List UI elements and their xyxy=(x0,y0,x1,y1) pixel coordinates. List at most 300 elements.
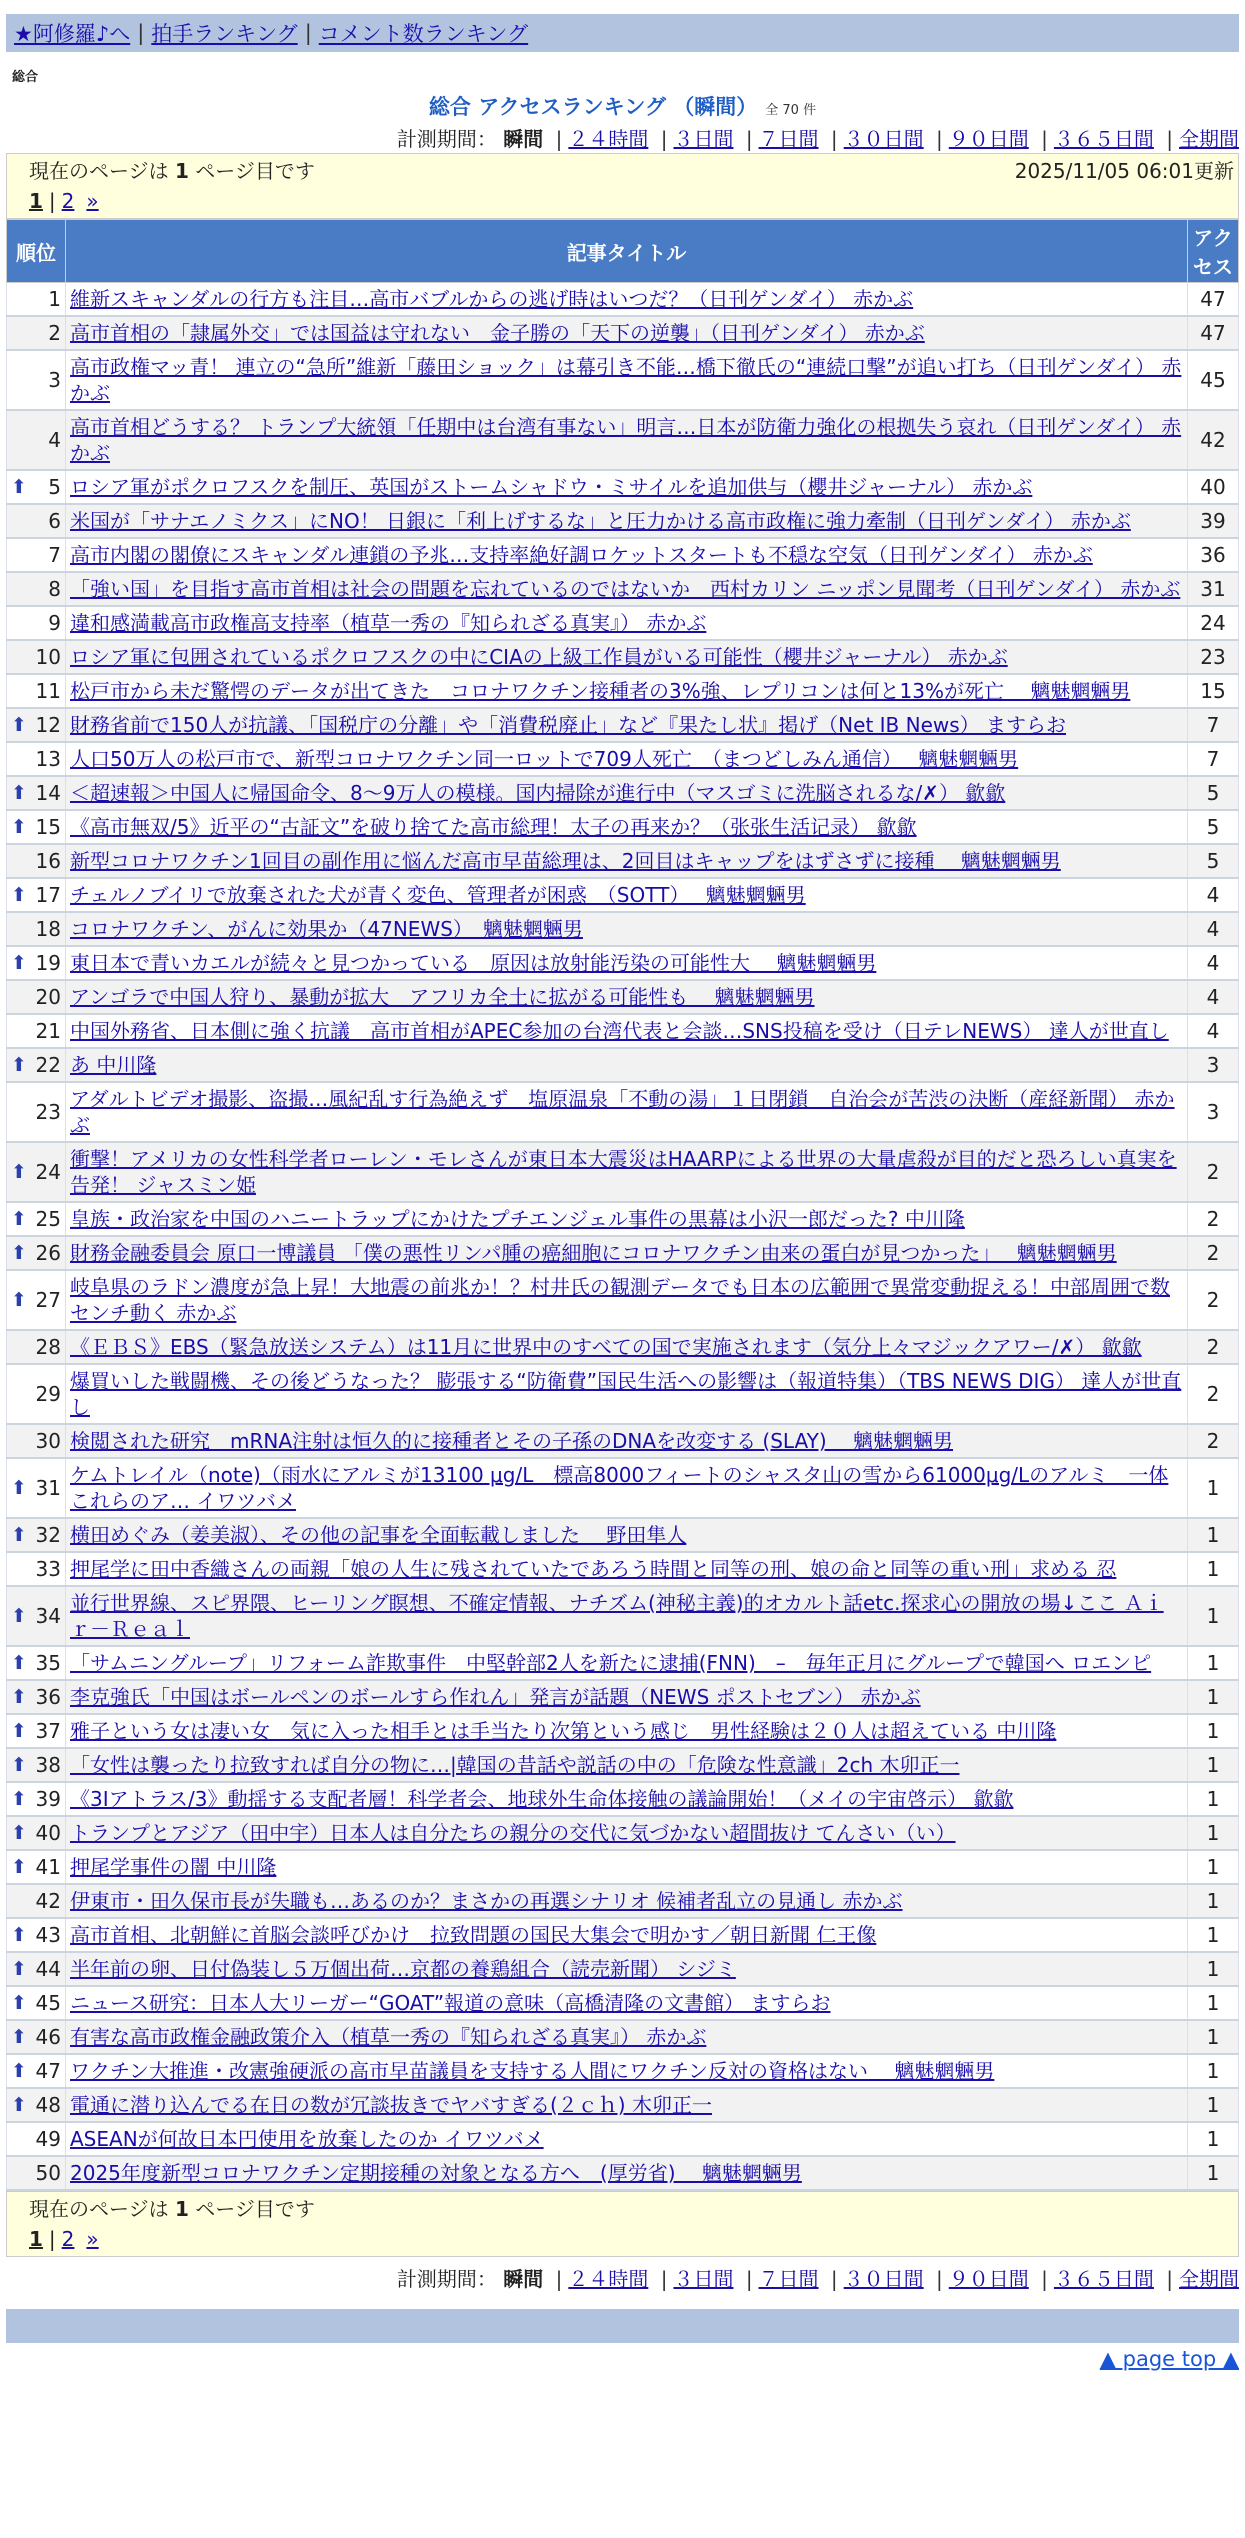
rank-number: 8 xyxy=(48,577,61,601)
up-arrow-icon: ⬆ xyxy=(11,1788,27,1810)
article-title-link[interactable]: トランプとアジア（田中宇）日本人は自分たちの親分の交代に気づかない超間抜け てんさい（い） xyxy=(70,1821,956,1845)
title-cell xyxy=(66,504,1188,538)
rank-cell xyxy=(7,504,66,538)
period-link-365d[interactable]: ３６５日間 xyxy=(1053,2267,1154,2291)
table-row xyxy=(7,2122,1239,2156)
rank-number: 18 xyxy=(35,917,61,941)
title-cell xyxy=(66,810,1188,844)
rank-cell xyxy=(7,1330,66,1364)
nav-link-comment-ranking[interactable]: コメント数ランキング xyxy=(318,22,529,46)
access-count: 1 xyxy=(1188,1518,1239,1552)
current-page-text: 現在のページは 1 ページ目です xyxy=(29,2197,315,2221)
title-cell xyxy=(66,410,1188,470)
rank-cell xyxy=(7,640,66,674)
period-link-30d[interactable]: ３０日間 xyxy=(843,127,924,151)
access-count: 1 xyxy=(1188,1952,1239,1986)
table-row xyxy=(7,980,1239,1014)
up-arrow-icon: ⬆ xyxy=(11,476,27,498)
period-link-3d[interactable]: ３日間 xyxy=(673,2267,734,2291)
title-cell xyxy=(66,1424,1188,1458)
article-title-link[interactable]: 李克強氏「中国はボールペンのボールすら作れん」発言が話題（NEWS ポストセブン） 赤かぶ xyxy=(70,1685,921,1709)
rank-number: 30 xyxy=(35,1429,61,1453)
period-label: 計測期間： xyxy=(396,2267,497,2291)
period-link-365d[interactable]: ３６５日間 xyxy=(1053,127,1154,151)
access-count: 4 xyxy=(1188,878,1239,912)
rank-cell xyxy=(7,1646,66,1680)
rank-number: 37 xyxy=(35,1719,61,1743)
rank-cell xyxy=(7,316,66,350)
table-row xyxy=(7,1850,1239,1884)
period-link-7d[interactable]: ７日間 xyxy=(758,127,819,151)
table-row xyxy=(7,316,1239,350)
title-cell xyxy=(66,674,1188,708)
title-cell xyxy=(66,844,1188,878)
article-title-link[interactable]: 有害な高市政権金融政策介入（植草一秀の『知られざる真実』） 赤かぶ xyxy=(70,2025,707,2049)
table-row xyxy=(7,1918,1239,1952)
access-count: 45 xyxy=(1188,350,1239,410)
header-access: アクセス xyxy=(1188,220,1239,283)
article-title-link[interactable]: 財務金融委員会 原口一博議員 「僕の悪性リンパ腫の癌細胞にコロナワクチン由来の蛋白が見つかった」 魑魅魍魎男 xyxy=(70,1241,1117,1265)
table-row xyxy=(7,2088,1239,2122)
up-arrow-icon: ⬆ xyxy=(11,816,27,838)
table-row xyxy=(7,640,1239,674)
title-cell xyxy=(66,2122,1188,2156)
article-title-link[interactable]: 松戸市から未だ驚愕のデータが出てきた コロナワクチン接種者の3%強、レプリコンは何と13%が死亡 魑魅魍魎男 xyxy=(70,679,1131,703)
access-count: 1 xyxy=(1188,1884,1239,1918)
rank-cell xyxy=(7,1082,66,1142)
rank-cell xyxy=(7,1918,66,1952)
rank-number: 42 xyxy=(35,1889,61,1913)
rank-cell xyxy=(7,980,66,1014)
period-link-7d[interactable]: ７日間 xyxy=(758,2267,819,2291)
rank-cell xyxy=(7,708,66,742)
table-row xyxy=(7,572,1239,606)
up-arrow-icon: ⬆ xyxy=(11,714,27,736)
table-row xyxy=(7,1236,1239,1270)
access-count: 7 xyxy=(1188,742,1239,776)
article-title-link[interactable]: 押尾学事件の闇 中川隆 xyxy=(70,1855,277,1879)
article-title-link[interactable]: アダルトビデオ撮影、盗撮…風紀乱す行為絶えず 塩原温泉「不動の湯」１日閉鎖 自治会が苦渋の決断（産経新聞） 赤かぶ xyxy=(70,1087,1175,1137)
access-count: 23 xyxy=(1188,640,1239,674)
article-title-link[interactable]: 違和感満載高市政権高支持率（植草一秀の『知られざる真実』） 赤かぶ xyxy=(70,611,707,635)
access-count: 47 xyxy=(1188,316,1239,350)
footer-bar xyxy=(6,2309,1239,2343)
rank-number: 26 xyxy=(35,1241,61,1265)
article-title-link[interactable]: ＜超速報＞中国人に帰国命令、8～9万人の模様。国内掃除が進行中（マスゴミに洗脳されるな/✗） 歙歙 xyxy=(70,781,1006,805)
period-link-90d[interactable]: ９０日間 xyxy=(948,2267,1029,2291)
page-top-link[interactable]: ▲ page top ▲ xyxy=(1099,2347,1239,2371)
table-row xyxy=(7,1986,1239,2020)
title-cell xyxy=(66,946,1188,980)
access-count: 1 xyxy=(1188,1680,1239,1714)
rank-number: 33 xyxy=(35,1557,61,1581)
nav-link-applause-ranking[interactable]: 拍手ランキング xyxy=(151,22,298,46)
access-count: 39 xyxy=(1188,504,1239,538)
table-row xyxy=(7,1270,1239,1330)
table-row xyxy=(7,283,1239,317)
access-count: 5 xyxy=(1188,776,1239,810)
rank-cell xyxy=(7,2156,66,2190)
table-row xyxy=(7,878,1239,912)
article-title-link[interactable]: 東日本で青いカエルが続々と見つかっている 原因は放射能汚染の可能性大 魑魅魍魎男 xyxy=(70,951,877,975)
table-row xyxy=(7,538,1239,572)
rank-number: 19 xyxy=(35,951,61,975)
rank-number: 49 xyxy=(35,2127,61,2151)
access-count: 5 xyxy=(1188,844,1239,878)
rank-number: 12 xyxy=(35,713,61,737)
rank-number: 32 xyxy=(35,1523,61,1547)
title-cell xyxy=(66,1270,1188,1330)
rank-number: 41 xyxy=(35,1855,61,1879)
rank-number: 10 xyxy=(35,645,61,669)
title-cell xyxy=(66,470,1188,504)
article-title-link[interactable]: 検閲された研究 mRNA注射は恒久的に接種者とその子孫のDNAを改変する (SLAY) 魑魅魍魎男 xyxy=(70,1429,954,1453)
access-count: 3 xyxy=(1188,1048,1239,1082)
access-count: 5 xyxy=(1188,810,1239,844)
article-title-link[interactable]: 岐阜県のラドン濃度が急上昇！大地震の前兆か！？村井氏の観測データでも日本の広範囲で異常変動捉える！中部周囲で数センチ動く 赤かぶ xyxy=(70,1275,1170,1325)
article-title-link[interactable]: 衝撃！アメリカの女性科学者ローレン・モレさんが東日本大震災はHAARPによる世界の大量虐殺が目的だと恐ろしい真実を告発！ ジャスミン姫 xyxy=(70,1147,1177,1197)
rank-cell xyxy=(7,2122,66,2156)
table-row xyxy=(7,606,1239,640)
access-count: 1 xyxy=(1188,2020,1239,2054)
access-count: 2 xyxy=(1188,1202,1239,1236)
rank-number: 7 xyxy=(48,543,61,567)
table-row xyxy=(7,1014,1239,1048)
period-current: 瞬間 xyxy=(503,127,544,151)
table-row xyxy=(7,1782,1239,1816)
table-row xyxy=(7,1680,1239,1714)
article-title-link[interactable]: あ 中川隆 xyxy=(70,1053,157,1077)
rank-cell xyxy=(7,2020,66,2054)
rank-number: 14 xyxy=(35,781,61,805)
up-arrow-icon: ⬆ xyxy=(11,2060,27,2082)
access-count: 1 xyxy=(1188,1552,1239,1586)
rank-cell xyxy=(7,776,66,810)
up-arrow-icon: ⬆ xyxy=(11,1605,27,1627)
title-cell xyxy=(66,2156,1188,2190)
access-count: 2 xyxy=(1188,1424,1239,1458)
article-title-link[interactable]: 中国外務省、日本側に強く抗議 高市首相がAPEC参加の台湾代表と会談…SNS投稿を受け（日テレNEWS） 達人が世直し xyxy=(70,1019,1169,1043)
table-row xyxy=(7,810,1239,844)
title-cell xyxy=(66,572,1188,606)
article-title-link[interactable]: 爆買いした戦闘機、その後どうなった？ 膨張する“防衛費”国民生活への影響は（報道特集）（TBS NEWS DIG） 達人が世直し xyxy=(70,1369,1182,1419)
table-row xyxy=(7,504,1239,538)
access-count: 1 xyxy=(1188,2054,1239,2088)
article-title-link[interactable]: 皇族・政治家を中国のハニートラップにかけたプチエンジェル事件の黒幕は小沢一郎だった? 中川隆 xyxy=(70,1207,965,1231)
pager-next[interactable]: » xyxy=(86,2227,99,2251)
rank-number: 27 xyxy=(35,1288,61,1312)
title-cell xyxy=(66,1552,1188,1586)
rank-number: 6 xyxy=(48,509,61,533)
ranking-title: 総合 アクセスランキング （瞬間） xyxy=(428,95,758,119)
rank-number: 24 xyxy=(35,1160,61,1184)
rank-cell xyxy=(7,1748,66,1782)
rank-cell xyxy=(7,2054,66,2088)
up-arrow-icon: ⬆ xyxy=(11,952,27,974)
top-navigation xyxy=(6,14,1239,52)
category-label: 総合 xyxy=(12,70,39,85)
title-cell xyxy=(66,1816,1188,1850)
article-title-link[interactable]: 横田めぐみ（姜美淑）、その他の記事を全面転載しました 野田隼人 xyxy=(70,1523,687,1547)
rank-number: 22 xyxy=(35,1053,61,1077)
rank-cell xyxy=(7,810,66,844)
article-title-link[interactable]: 伊東市・田久保市長が失職も…あるのか？まさかの再選シナリオ 候補者乱立の見通し 赤かぶ xyxy=(70,1889,903,1913)
article-title-link[interactable]: 押尾学に田中香織さんの両親「娘の人生に残されていたであろう時間と同等の刑、娘の命と同等の重い刑」求める 忍 xyxy=(70,1557,1117,1581)
table-row xyxy=(7,1142,1239,1202)
article-title-link[interactable]: 2025年度新型コロナワクチン定期接種の対象となる方へ (厚労省) 魑魅魍魎男 xyxy=(70,2161,802,2185)
access-count: 36 xyxy=(1188,538,1239,572)
table-row xyxy=(7,674,1239,708)
period-link-30d[interactable]: ３０日間 xyxy=(843,2267,924,2291)
page-info-top xyxy=(6,153,1239,219)
up-arrow-icon: ⬆ xyxy=(11,1686,27,1708)
table-row xyxy=(7,1518,1239,1552)
table-row xyxy=(7,410,1239,470)
page-info-bottom xyxy=(6,2191,1239,2257)
title-cell xyxy=(66,1918,1188,1952)
article-title-link[interactable]: ワクチン大推進・改憲強硬派の高市早苗議員を支持する人間にワクチン反対の資格はない 魑魅魍魎男 xyxy=(70,2059,995,2083)
rank-number: 16 xyxy=(35,849,61,873)
rank-cell xyxy=(7,283,66,317)
table-row xyxy=(7,1082,1239,1142)
rank-number: 31 xyxy=(35,1476,61,1500)
rank-number: 39 xyxy=(35,1787,61,1811)
title-cell xyxy=(66,1952,1188,1986)
title-cell xyxy=(66,350,1188,410)
title-cell xyxy=(66,912,1188,946)
article-title-link[interactable]: ケムトレイル（note)（雨水にアルミが13100 μg/L 標高8000フィートのシャスタ山の雪から61000μg/Lのアルミ 一体これらのア… イワツバメ xyxy=(70,1463,1169,1513)
period-current: 瞬間 xyxy=(503,2267,544,2291)
article-title-link[interactable]: ASEANが何故日本円使用を放棄したのか イワツバメ xyxy=(70,2127,544,2151)
pager-bottom: 1 | 2 » xyxy=(29,2227,99,2251)
rank-cell xyxy=(7,1014,66,1048)
title-cell xyxy=(66,283,1188,317)
table-row xyxy=(7,1048,1239,1082)
title-cell xyxy=(66,1850,1188,1884)
rank-cell xyxy=(7,1552,66,1586)
access-count: 15 xyxy=(1188,674,1239,708)
title-cell xyxy=(66,1646,1188,1680)
access-count: 7 xyxy=(1188,708,1239,742)
nav-separator: | xyxy=(304,21,312,45)
table-row xyxy=(7,1884,1239,1918)
title-cell xyxy=(66,1330,1188,1364)
rank-number: 43 xyxy=(35,1923,61,1947)
access-count: 1 xyxy=(1188,1918,1239,1952)
rank-cell xyxy=(7,844,66,878)
page-top-area xyxy=(6,2347,1239,2371)
rank-cell xyxy=(7,1458,66,1518)
title-cell xyxy=(66,1518,1188,1552)
rank-cell xyxy=(7,1952,66,1986)
table-row xyxy=(7,1202,1239,1236)
rank-cell xyxy=(7,2088,66,2122)
rank-number: 9 xyxy=(48,611,61,635)
up-arrow-icon: ⬆ xyxy=(11,1289,27,1311)
article-title-link[interactable]: 米国が「サナエノミクス」にNO！ 日銀に「利上げするな」と圧力かける高市政権に強力牽制（日刊ゲンダイ） 赤かぶ xyxy=(70,509,1131,533)
ranking-table xyxy=(6,219,1239,2191)
pager-current: 1 xyxy=(29,2227,43,2251)
article-title-link[interactable]: 高市政権マッ青！ 連立の“急所”維新「藤田ショック」は幕引き不能…橋下徹氏の“連続口撃”が追い打ち（日刊ゲンダイ） 赤かぶ xyxy=(70,355,1182,405)
title-cell xyxy=(66,1714,1188,1748)
rank-cell xyxy=(7,878,66,912)
access-count: 1 xyxy=(1188,1816,1239,1850)
table-row xyxy=(7,2156,1239,2190)
article-title-link[interactable]: コロナワクチン、がんに効果か（47NEWS） 魑魅魍魎男 xyxy=(70,917,583,941)
table-row xyxy=(7,946,1239,980)
rank-number: 48 xyxy=(35,2093,61,2117)
access-count: 2 xyxy=(1188,1142,1239,1202)
period-selector-top: 計測期間： 瞬間 | ２４時間 | ３日間 | ７日間 | ３０日間 | ９０日間 | ３６５日間 | 全期間 xyxy=(396,127,1239,151)
article-title-link[interactable]: 《高市無双/5》近平の“古証文”を破り捨てた高市総理！太子の再来か？（张张生活记录） 歙歙 xyxy=(70,815,917,839)
table-row xyxy=(7,1748,1239,1782)
article-title-link[interactable]: 高市首相どうする？ トランプ大統領「任期中は台湾有事ない」明言…日本が防衛力強化の根拠失う哀れ（日刊ゲンダイ） 赤かぶ xyxy=(70,415,1182,465)
article-title-link[interactable]: ロシア軍がポクロフスクを制圧、英国がストームシャドウ・ミサイルを追加供与（櫻井ジャーナル） 赤かぶ xyxy=(70,475,1033,499)
rank-number: 40 xyxy=(35,1821,61,1845)
period-link-24h[interactable]: ２４時間 xyxy=(568,2267,649,2291)
rank-number: 25 xyxy=(35,1207,61,1231)
rank-cell xyxy=(7,1236,66,1270)
title-cell xyxy=(66,1458,1188,1518)
table-row xyxy=(7,1364,1239,1424)
access-count: 1 xyxy=(1188,2122,1239,2156)
article-title-link[interactable]: 高市内閣の閣僚にスキャンダル連鎖の予兆…支持率絶好調ロケットスタートも不穏な空気（日刊ゲンダイ） 赤かぶ xyxy=(70,543,1093,567)
up-arrow-icon: ⬆ xyxy=(11,782,27,804)
access-count: 2 xyxy=(1188,1270,1239,1330)
rank-cell xyxy=(7,1850,66,1884)
rank-cell xyxy=(7,1202,66,1236)
rank-number: 36 xyxy=(35,1685,61,1709)
title-cell xyxy=(66,1986,1188,2020)
article-title-link[interactable]: 「女性は襲ったり拉致すれば自分の物に…|韓国の昔話や説話の中の「危険な性意識」2ch 木卯正一 xyxy=(70,1753,960,1777)
rank-number: 20 xyxy=(35,985,61,1009)
up-arrow-icon: ⬆ xyxy=(11,1958,27,1980)
rank-number: 13 xyxy=(35,747,61,771)
table-row xyxy=(7,2054,1239,2088)
nav-link-asyura[interactable]: ★阿修羅♪へ xyxy=(14,22,131,46)
rank-number: 29 xyxy=(35,1382,61,1406)
up-arrow-icon: ⬆ xyxy=(11,1652,27,1674)
article-title-link[interactable]: チェルノブイリで放棄された犬が青く変色、管理者が困惑 （SOTT） 魑魅魍魎男 xyxy=(70,883,806,907)
article-title-link[interactable]: 電通に潜り込んでる在日の数が冗談抜きでヤバすぎる(２ｃｈ) 木卯正一 xyxy=(70,2093,712,2117)
article-title-link[interactable]: 並行世界線、スピ界隈、ヒーリング瞑想、不確定情報、ナチズム(神秘主義)的オカルト話etc.探求心の開放の場↓ここ Ａｉｒ－Ｒｅａｌ xyxy=(70,1591,1164,1641)
rank-number: 5 xyxy=(48,475,61,499)
table-row xyxy=(7,912,1239,946)
access-count: 40 xyxy=(1188,470,1239,504)
period-link-90d[interactable]: ９０日間 xyxy=(948,127,1029,151)
access-count: 4 xyxy=(1188,912,1239,946)
up-arrow-icon: ⬆ xyxy=(11,1524,27,1546)
table-row xyxy=(7,1424,1239,1458)
period-link-3d[interactable]: ３日間 xyxy=(673,127,734,151)
title-cell xyxy=(66,316,1188,350)
up-arrow-icon: ⬆ xyxy=(11,884,27,906)
rank-number: 28 xyxy=(35,1335,61,1359)
table-row xyxy=(7,1552,1239,1586)
article-title-link[interactable]: 《ＥＢＳ》EBS（緊急放送システム）は11月に世界中のすべての国で実施されます（気分上々マジックアワー/✗） 歙歙 xyxy=(70,1335,1142,1359)
title-cell xyxy=(66,2020,1188,2054)
rank-cell xyxy=(7,1424,66,1458)
header-rank: 順位 xyxy=(7,220,66,283)
access-count: 1 xyxy=(1188,1850,1239,1884)
title-cell xyxy=(66,1202,1188,1236)
rank-cell xyxy=(7,1518,66,1552)
title-cell xyxy=(66,1680,1188,1714)
up-arrow-icon: ⬆ xyxy=(11,1856,27,1878)
rank-cell xyxy=(7,1986,66,2020)
rank-cell xyxy=(7,606,66,640)
article-title-link[interactable]: ニュース研究：日本人大リーガー“GOAT”報道の意味（高橋清隆の文書館） ますらお xyxy=(70,1991,831,2015)
title-cell xyxy=(66,1782,1188,1816)
pager-next[interactable]: » xyxy=(86,189,99,213)
access-count: 1 xyxy=(1188,1748,1239,1782)
access-count: 1 xyxy=(1188,2088,1239,2122)
period-link-24h[interactable]: ２４時間 xyxy=(568,127,649,151)
title-cell xyxy=(66,1364,1188,1424)
article-title-link[interactable]: 高市首相の「隷属外交」では国益は守れない 金子勝の「天下の逆襲」（日刊ゲンダイ） 赤かぶ xyxy=(70,321,925,345)
article-title-link[interactable]: 雅子という女は凄い女 気に入った相手とは手当たり次第という感じ 男性経験は２０人は超えている 中川隆 xyxy=(70,1719,1057,1743)
access-count: 1 xyxy=(1188,1782,1239,1816)
pager-current: 1 xyxy=(29,189,43,213)
rank-number: 1 xyxy=(48,287,61,311)
table-row xyxy=(7,1586,1239,1646)
title-cell xyxy=(66,1048,1188,1082)
rank-cell xyxy=(7,1884,66,1918)
access-count: 24 xyxy=(1188,606,1239,640)
article-title-link[interactable]: 半年前の卵、日付偽装し５万個出荷…京都の養鶏組合（読売新聞） シジミ xyxy=(70,1957,736,1981)
article-title-link[interactable]: 「強い国」を目指す高市首相は社会の問題を忘れているのではないか 西村カリン ニッポン見聞考（日刊ゲンダイ） 赤かぶ xyxy=(70,577,1181,601)
pager-link-2[interactable]: 2 xyxy=(61,189,75,213)
up-arrow-icon: ⬆ xyxy=(11,1992,27,2014)
rank-cell xyxy=(7,1714,66,1748)
rank-cell xyxy=(7,1816,66,1850)
up-arrow-icon: ⬆ xyxy=(11,1242,27,1264)
rank-cell xyxy=(7,470,66,504)
article-title-link[interactable]: 新型コロナワクチン1回目の副作用に悩んだ高市早苗総理は、2回目はキャップをはずさずに接種 魑魅魍魎男 xyxy=(70,849,1061,873)
rank-cell xyxy=(7,1142,66,1202)
rank-number: 15 xyxy=(35,815,61,839)
period-link-all[interactable]: 全期間 xyxy=(1179,127,1239,151)
rank-cell xyxy=(7,742,66,776)
rank-number: 21 xyxy=(35,1019,61,1043)
article-title-link[interactable]: 人口50万人の松戸市で、新型コロナワクチン同一ロットで709人死亡 （まつどしみん通信） 魑魅魍魎男 xyxy=(70,747,1019,771)
updated-timestamp: 2025/11/05 06:01更新 xyxy=(1014,159,1234,183)
article-title-link[interactable]: ロシア軍に包囲されているポクロフスクの中にCIAの上級工作員がいる可能性（櫻井ジャーナル） 赤かぶ xyxy=(70,645,1008,669)
rank-number: 45 xyxy=(35,1991,61,2015)
article-title-link[interactable]: 「サムニングループ」リフォーム詐欺事件 中堅幹部2人を新たに逮捕(FNN) – 毎年正月にグループで韓国へ ロエンピ xyxy=(70,1651,1152,1675)
table-row xyxy=(7,2020,1239,2054)
article-title-link[interactable]: 財務省前で150人が抗議、「国税庁の分離」や「消費税廃止」など『果たし状』掲げ（Net IB News） ますらお xyxy=(70,713,1067,737)
total-count: 全 70 件 xyxy=(765,103,817,118)
article-title-link[interactable]: 維新スキャンダルの行方も注目…高市バブルからの逃げ時はいつだ？（日刊ゲンダイ） 赤かぶ xyxy=(70,287,914,311)
title-cell xyxy=(66,1014,1188,1048)
article-title-link[interactable]: アンゴラで中国人狩り、暴動が拡大 アフリカ全土に拡がる可能性も 魑魅魍魎男 xyxy=(70,985,815,1009)
article-title-link[interactable]: 《3Iアトラス/3》動揺する支配者層！科学者会、地球外生命体接触の議論開始！（メイの宇宙啓示） 歙歙 xyxy=(70,1787,1014,1811)
title-cell xyxy=(66,742,1188,776)
rank-number: 44 xyxy=(35,1957,61,1981)
article-title-link[interactable]: 高市首相、北朝鮮に首脳会談呼びかけ 拉致問題の国民大集会で明かす／朝日新聞 仁王像 xyxy=(70,1923,877,1947)
table-row xyxy=(7,776,1239,810)
title-cell xyxy=(66,606,1188,640)
table-row xyxy=(7,470,1239,504)
access-count: 47 xyxy=(1188,283,1239,317)
access-count: 4 xyxy=(1188,1014,1239,1048)
table-row xyxy=(7,844,1239,878)
table-row xyxy=(7,1952,1239,1986)
pager-link-2[interactable]: 2 xyxy=(61,2227,75,2251)
period-link-all[interactable]: 全期間 xyxy=(1179,2267,1239,2291)
pager-top: 1 | 2 » xyxy=(29,189,99,213)
